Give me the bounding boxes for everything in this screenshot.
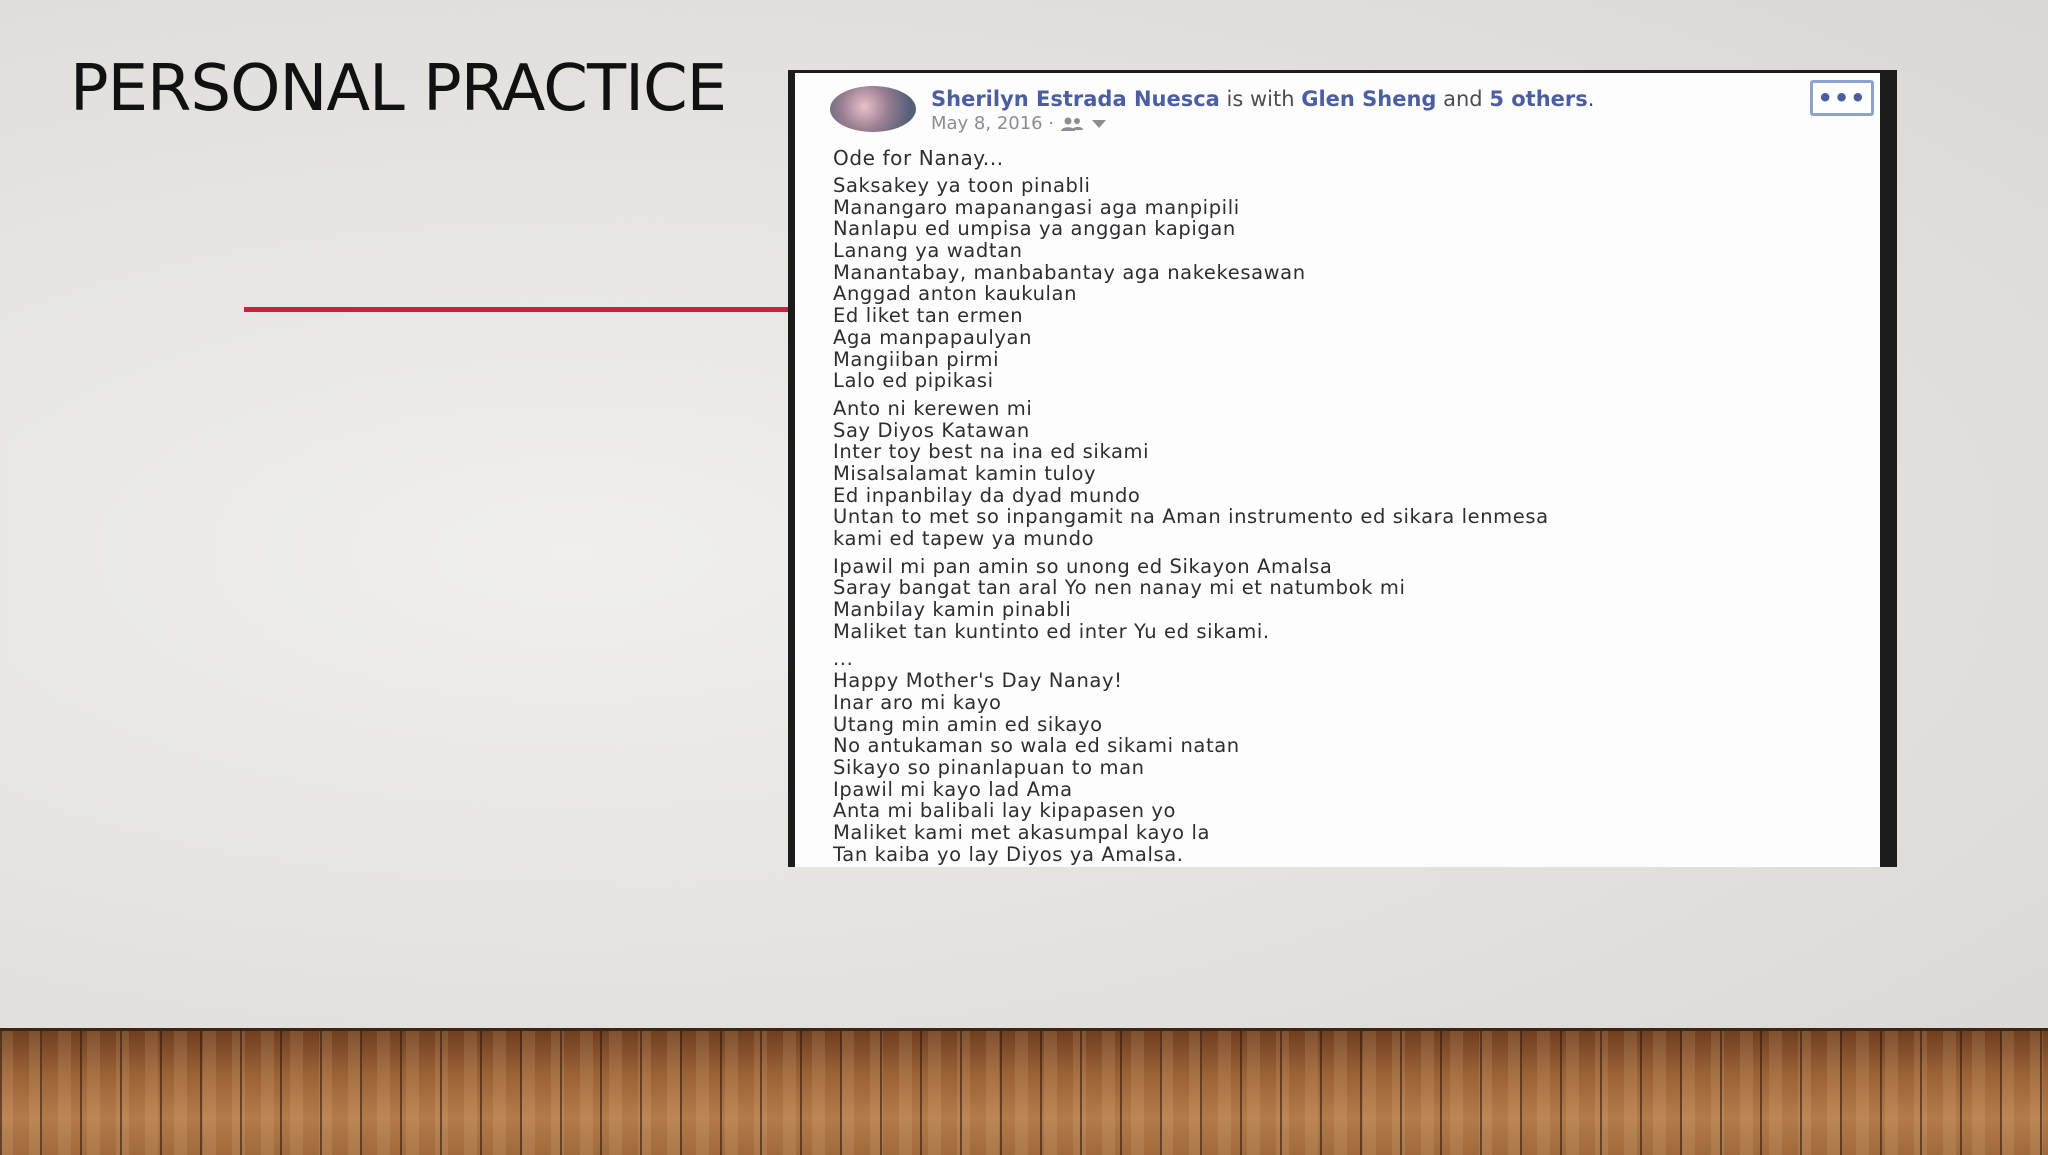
post-text: [833, 139, 1549, 867]
author-name[interactable]: Sherilyn Estrada Nuesca: [931, 87, 1220, 111]
poem-stanza: [833, 175, 1549, 392]
accent-line: [244, 307, 789, 312]
poem-line: Anto ni kerewen mi: [833, 396, 1033, 420]
poem-line: Nanlapu ed umpisa ya anggan kapigan: [833, 217, 1236, 241]
poem-line: Mangiiban pirmi: [833, 347, 1000, 371]
poem-line: Anggad anton kaukulan: [833, 282, 1078, 306]
post-body: [795, 73, 1880, 867]
avatar[interactable]: [830, 86, 916, 132]
tagged-name[interactable]: Glen Sheng: [1301, 87, 1437, 111]
poem-line: Manantabay, manbabantay aga nakekesawan: [833, 260, 1306, 284]
poem-line: Lanang ya wadtan: [833, 239, 1023, 263]
poem-line: kami ed tapew ya mundo: [833, 527, 1095, 550]
poem-line: Maliket tan kuntinto ed inter Yu ed sikami.: [833, 619, 1270, 643]
poem-stanza: [833, 556, 1549, 643]
poem-title: Ode for Nanay...: [833, 146, 1004, 170]
poem-stanzas: [833, 175, 1549, 865]
period: .: [1587, 87, 1595, 111]
poem-line: Manangaro mapanangasi aga manpipili: [833, 195, 1240, 219]
poem-line: Misalsalamat kamin tuloy: [833, 461, 1097, 485]
poem-line: Lalo ed pipikasi: [833, 369, 994, 393]
slide-title: PERSONAL PRACTICE: [70, 52, 727, 126]
poem-line: Saray bangat tan aral Yo nen nanay mi et natumbok mi: [833, 576, 1406, 600]
poem-line: Ed inpanbilay da dyad mundo: [833, 483, 1141, 507]
post-meta: [931, 113, 1106, 134]
post-date[interactable]: May 8, 2016 ·: [931, 113, 1055, 134]
poem-line: Ipawil mi pan amin so unong ed Sikayon Amalsa: [833, 554, 1333, 578]
poem-line: Utang min amin ed sikayo: [833, 712, 1103, 736]
poem-line: ...: [833, 647, 854, 671]
poem-line: Manbilay kamin pinabli: [833, 598, 1072, 622]
poem-line: Inar aro mi kayo: [833, 690, 1002, 714]
poem-line: Ed liket tan ermen: [833, 304, 1024, 328]
wood-floor-decoration: [0, 1028, 2048, 1155]
poem-line: Sikayo so pinanlapuan to man: [833, 755, 1145, 779]
poem-line: Untan to met so inpangamit na Aman instrumento ed sikara lenmesa: [833, 505, 1549, 529]
poem-line: Anta mi balibali lay kipapasen yo: [833, 799, 1177, 823]
more-options-icon: •••: [1817, 84, 1867, 112]
tagged-others[interactable]: 5 others: [1489, 87, 1588, 111]
poem-line: Inter toy best na ina ed sikami: [833, 440, 1150, 464]
chevron-down-icon[interactable]: [1092, 120, 1106, 128]
poem-line: Tan kaiba yo lay Diyos ya Amalsa.: [833, 842, 1184, 866]
with-text: is with: [1219, 87, 1302, 111]
more-options-button[interactable]: [1810, 80, 1874, 116]
friends-icon[interactable]: [1060, 116, 1086, 132]
post-header: [931, 87, 1594, 111]
poem-line: No antukaman so wala ed sikami natan: [833, 734, 1240, 758]
and-text: and: [1436, 87, 1490, 111]
poem-line: Aga manpapaulyan: [833, 325, 1033, 349]
poem-line: Say Diyos Katawan: [833, 418, 1030, 442]
poem-stanza: [833, 398, 1549, 550]
poem-line: Happy Mother's Day Nanay!: [833, 669, 1123, 693]
poem-line: Maliket kami met akasumpal kayo la: [833, 820, 1211, 844]
poem-line: Saksakey ya toon pinabli: [833, 174, 1091, 197]
facebook-post-screenshot: [788, 70, 1897, 867]
poem-stanza: [833, 648, 1549, 865]
poem-line: Ipawil mi kayo lad Ama: [833, 777, 1073, 801]
